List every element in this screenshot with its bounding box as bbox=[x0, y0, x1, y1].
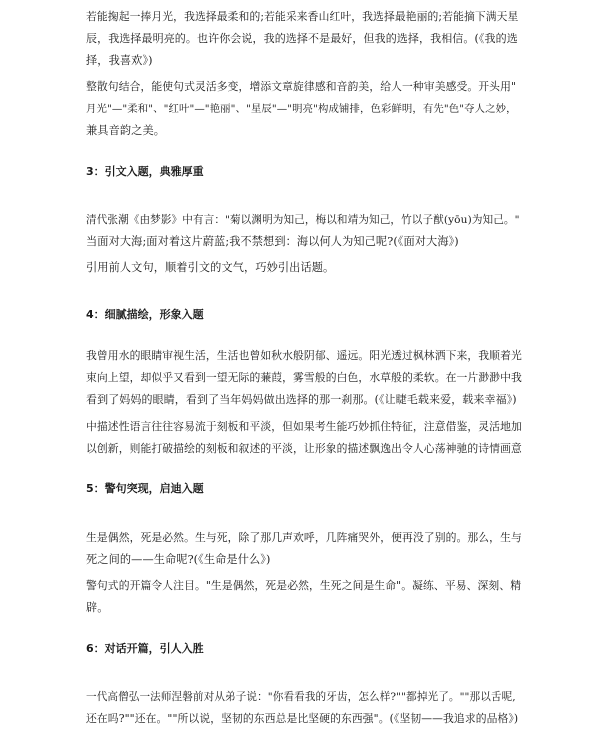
text-line: 引用前人文句，顺着引文的文气，巧妙引出话题。 bbox=[86, 261, 335, 274]
text-line: 我曾用水的眼睛审视生活，生活也曾如秋水般阴郁、遥远。阳光透过枫林洒下来，我顺着光 bbox=[86, 349, 522, 362]
text-line: 月光"—"柔和"、"红叶"—"艳丽"、"星辰"—"明亮"构成铺排，色彩鲜明，有先"色"夺人之妙， bbox=[86, 103, 517, 115]
text-line: 兼具音韵之美。 bbox=[86, 124, 166, 137]
text-line: 生是偶然，死是必然。生与死，除了那几声欢呼，几阵痛哭外，便再没了别的。那么，生与 bbox=[86, 531, 522, 544]
text-line: 中描述性语言往往容易流于刻板和平淡，但如果考生能巧妙抓住特征，注意借鉴，灵活地加 bbox=[86, 420, 522, 433]
text-line: 死之间的——生命呢?(《生命是什么》) bbox=[86, 553, 271, 566]
paragraph-moonlight-analysis bbox=[86, 76, 522, 142]
paragraph-moonlight-example bbox=[86, 6, 522, 72]
text-line: 当面对大海;面对着这片蔚蓝;我不禁想到：海以何人为知己呢?(《面对大海》) bbox=[86, 235, 459, 248]
text-line: 束向上望，却似乎又看到一望无际的蒹葭，雾雪般的白色，水草般的柔软。在一片渺渺中我 bbox=[86, 371, 522, 384]
paragraph-quote-example bbox=[86, 209, 522, 253]
section-heading-3: 3：引文入题，典雅厚重 bbox=[86, 165, 204, 178]
paragraph-dialogue-example bbox=[86, 686, 522, 730]
text-line: 若能掬起一捧月光，我选择最柔和的;若能采来香山红叶，我选择最艳丽的;若能摘下满天星 bbox=[86, 10, 519, 23]
text-line: 以创新，则能打破描绘的刻板和叙述的平淡，让形象的描述飘逸出令人心荡神驰的诗情画意 bbox=[86, 442, 522, 455]
paragraph-description-example bbox=[86, 345, 522, 411]
paragraph-quote-analysis bbox=[86, 257, 522, 279]
text-line: 还在吗?""还在。""所以说，坚韧的东西总是比坚硬的东西强"。(《坚韧——我追求的品格》) bbox=[86, 712, 519, 725]
text-line: 一代高僧弘一法师涅磐前对从弟子说："你看看我的牙齿，怎么样?""都掉光了。""那以舌呢, bbox=[86, 691, 516, 703]
text-line: 辰，我选择最明亮的。也许你会说，我的选择不是最好，但我的选择，我相信。(《我的选 bbox=[86, 32, 518, 45]
paragraph-description-analysis bbox=[86, 416, 522, 460]
text-line: 整散句结合，能使句式灵活多变，增添文章旋律感和音韵美，给人一种审美感受。开头用" bbox=[86, 80, 517, 93]
text-line: 清代张潮《由梦影》中有言："菊以渊明为知己，梅以和靖为知己，竹以子猷(yōu)为知己。" bbox=[86, 214, 520, 226]
text-line: 辟。 bbox=[86, 601, 109, 614]
text-line: 看到了妈妈的眼睛，看到了当年妈妈做出选择的那一刹那。(《让睫毛载来爱，载来幸福》) bbox=[86, 393, 517, 406]
paragraph-aphorism-example bbox=[86, 527, 522, 571]
section-heading-4: 4：细腻描绘，形象入题 bbox=[86, 308, 204, 321]
section-heading-5: 5：警句突现，启迪入题 bbox=[86, 482, 204, 495]
paragraph-aphorism-analysis bbox=[86, 575, 522, 619]
text-line: 择，我喜欢》) bbox=[86, 54, 153, 67]
text-line: 警句式的开篇令人注目。"生是偶然，死是必然，生死之间是生命"。凝练、平易、深刻、精 bbox=[86, 579, 522, 592]
section-heading-6: 6：对话开篇，引人入胜 bbox=[86, 642, 204, 655]
